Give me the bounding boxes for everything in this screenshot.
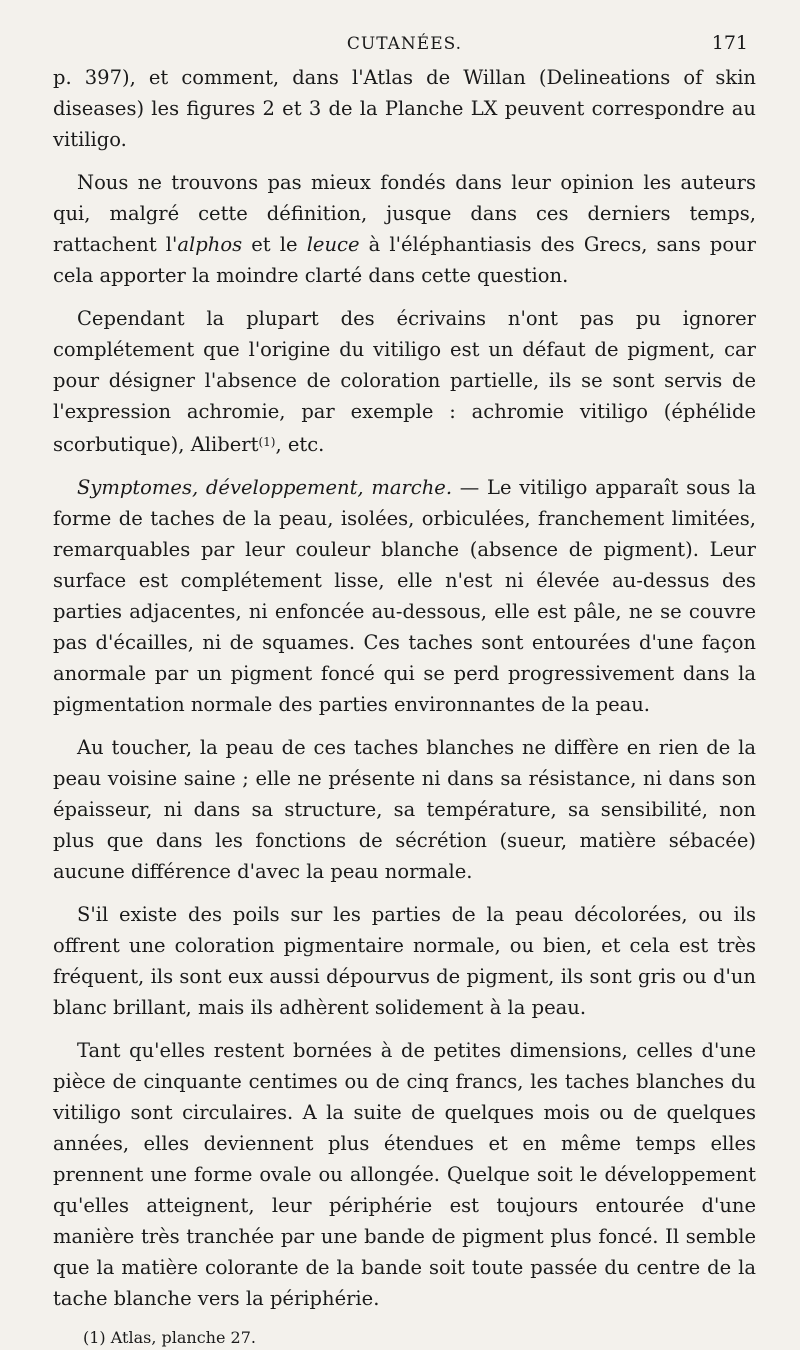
- footnote-marker: (1): [83, 1328, 106, 1347]
- term-leuce: leuce: [306, 233, 360, 256]
- paragraph-7: [53, 1035, 756, 1314]
- running-title: CUTANÉES.: [346, 34, 463, 54]
- term-alphos: alphos: [177, 233, 243, 256]
- paragraph-text: et le: [242, 233, 307, 256]
- paragraph-text: à l'éléphantiasis des Grecs, sans pour cela apporter la moindre clarté dans cette question.: [53, 233, 756, 287]
- footnote-text: Atlas, planche 27.: [110, 1328, 256, 1347]
- paragraph-4: [53, 472, 756, 720]
- page-number: 171: [711, 32, 748, 54]
- paragraph-text: Au toucher, la peau de ces taches blanches ne diffère en rien de la peau voisine saine ; elle ne présente ni dans sa résistance, ni dans son épaisseur, ni dans sa structure, sa température, sa sensibilité, non plus que dans les fonctions de sécrétion (sueur, matière sébacée) aucune différence d'avec la peau normale.: [53, 736, 756, 883]
- paragraph-3: [53, 303, 756, 460]
- paragraph-text: — Le vitiligo apparaît sous la forme de taches de la peau, isolées, orbiculées, franchement limitées, remarquables par leur couleur blanche (absence de pigment). Leur surface est complétement lisse, elle n'est ni élevée au-dessus des parties adjacentes, ni enfoncée au-dessous, elle est pâle, ne se couvre pas d'écailles, ni de squames. Ces taches sont entourées d'une façon anormale par un pigment foncé qui se perd progressivement dans la pigmentation normale des parties environnantes de la peau.: [53, 476, 756, 716]
- running-head: [53, 28, 756, 62]
- section-heading: Symptomes, développement, marche.: [77, 476, 453, 499]
- paragraph-text: , etc.: [275, 433, 325, 456]
- paragraph-text: Cependant la plupart des écrivains n'ont pas pu ignorer complétement que l'origine du vitiligo est un défaut de pigment, car pour désigner l'absence de coloration partielle, ils se sont servis de l'expression achromie, par exemple : achromie vitiligo (éphélide scorbutique), Alibert: [53, 307, 756, 456]
- paragraph-5: [53, 732, 756, 887]
- body-text: [53, 62, 756, 1314]
- paragraph-text: p. 397), et comment, dans l'Atlas de Willan (Delineations of skin diseases) les figures 2 et 3 de la Planche LX peuvent correspondre au vitiligo.: [53, 66, 756, 151]
- footnote: [53, 1326, 756, 1350]
- footnote-reference: (1): [258, 435, 276, 449]
- paragraph-2: [53, 167, 756, 291]
- paragraph-6: [53, 899, 756, 1023]
- paragraph-text: Tant qu'elles restent bornées à de petites dimensions, celles d'une pièce de cinquante centimes ou de cinq francs, les taches blanches du vitiligo sont circulaires. A la suite de quelques mois ou de quelques années, elles deviennent plus étendues et en même temps elles prennent une forme ovale ou allongée. Quelque soit le développement qu'elles atteignent, leur périphérie est toujours entourée d'une manière très tranchée par une bande de pigment plus foncé. Il semble que la matière colorante de la bande soit toute passée du centre de la tache blanche vers la périphérie.: [53, 1039, 756, 1310]
- paragraph-1: [53, 62, 756, 155]
- paragraph-text: S'il existe des poils sur les parties de la peau décolorées, ou ils offrent une coloration pigmentaire normale, ou bien, et cela est très fréquent, ils sont eux aussi dépourvus de pigment, ils sont gris ou d'un blanc brillant, mais ils adhèrent solidement à la peau.: [53, 903, 756, 1019]
- paragraph-text: Nous ne trouvons pas mieux fondés dans leur opinion les auteurs qui, malgré cette définition, jusque dans ces derniers temps, rattachent l': [53, 171, 756, 256]
